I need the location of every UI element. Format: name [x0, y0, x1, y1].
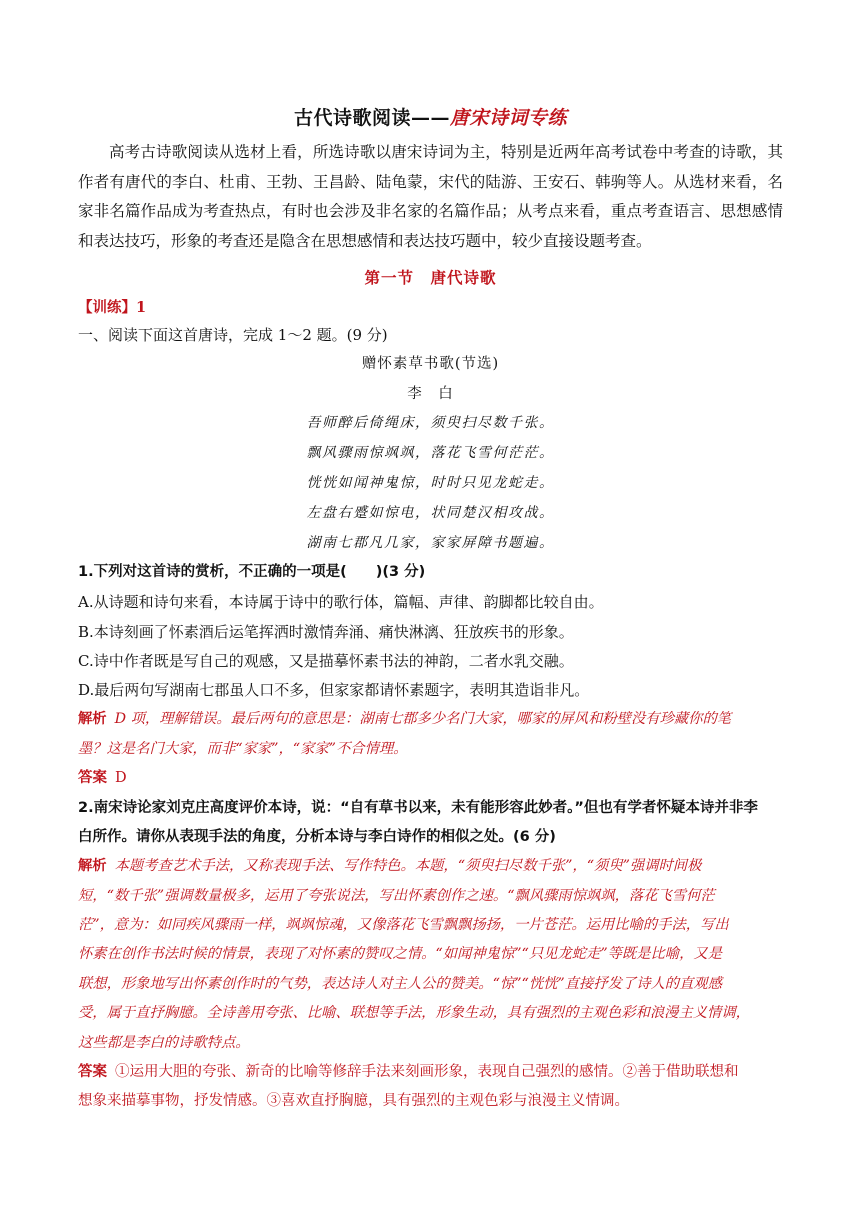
- section-heading: 第一节 唐代诗歌: [364, 268, 497, 287]
- q2-analysis-line: 茫”，意为：如同疾风骤雨一样，飒飒惊魂，又像落花飞雪飘飘扬扬，一片苍茫。运用比喻的手法，写出: [78, 917, 729, 933]
- answer-text: D: [115, 770, 127, 786]
- poem-line: 湖南七郡凡几家，家家屏障书题遍。: [306, 535, 555, 551]
- analysis-label: 解析: [78, 711, 107, 727]
- q2-analysis-line: 受，属于直抒胸臆。全诗善用夸张、比喻、联想等手法，形象生动，具有强烈的主观色彩和浪漫主义情调，: [78, 1005, 750, 1021]
- q2-answer-line: [78, 1058, 783, 1088]
- option-a: A.从诗题和诗句来看，本诗属于诗中的歌行体，篇幅、声律、韵脚都比较自由。: [78, 593, 604, 611]
- question-2-stem: 2.南宋诗论家刘克庄高度评价本诗，说：“自有草书以来，未有能形容此妙者。”但也有学者怀疑本诗并非李: [78, 800, 758, 816]
- answer-label: 答案: [78, 1064, 107, 1080]
- title-main: 古代诗歌阅读——: [293, 107, 450, 129]
- poem-line: 恍恍如闻神鬼惊，时时只见龙蛇走。: [306, 475, 555, 491]
- poem-title: 赠怀素草书歌(节选): [361, 356, 500, 372]
- intro-paragraph: 高考古诗歌阅读从选材上看，所选诗歌以唐宋诗词为主，特别是近两年高考试卷中考查的诗歌，其作者有唐代的李白、杜甫、王勃、王昌龄、陆龟蒙，宋代的陆游、王安石、韩驹等人。从选材来看，名家非名篇作品成为考查热点，有时也会涉及非名家的名篇作品；从考点来看，重点考查语言、思想感情和表达技巧，形象的考查还是隐含在思想感情和表达技巧题中，较少直接设题考查。: [78, 143, 783, 250]
- answer-label: 答案: [78, 770, 107, 786]
- option-b: B.本诗刻画了怀素酒后运笔挥洒时激情奔涌、痛快淋漓、狂放疾书的形象。: [78, 623, 574, 641]
- option-c: C.诗中作者既是写自己的观感，又是描摹怀素书法的神韵，二者水乳交融。: [78, 652, 574, 670]
- q2-analysis-line: 联想，形象地写出怀素创作时的气势，表达诗人对主人公的赞美。“惊”“恍恍”直接抒发了诗人的直观感: [78, 976, 722, 992]
- poem-line: 吾师醉后倚绳床，须臾扫尽数千张。: [306, 415, 555, 431]
- analysis-text: D 项，理解错误。最后两句的意思是：湖南七郡多少名门大家，哪家的屏风和粉壁没有珍藏你的笔: [114, 711, 732, 727]
- q1-answer: [78, 764, 783, 794]
- page-title: [78, 103, 783, 130]
- instruction: 一、阅读下面这首唐诗，完成 1～2 题。(9 分): [78, 326, 388, 344]
- poem-author: 李 白: [407, 386, 454, 402]
- q1-analysis-line: [78, 705, 783, 735]
- poem-line: 飘风骤雨惊飒飒，落花飞雪何茫茫。: [306, 445, 555, 461]
- q1-analysis-line: 墨？这是名门大家，而非“家家”，“家家”不合情理。: [78, 741, 408, 757]
- q2-analysis-line: 这些都是李白的诗歌特点。: [78, 1035, 250, 1051]
- poem-line: 左盘右蹙如惊电，状同楚汉相攻战。: [306, 505, 555, 521]
- q2-analysis-line: 短，“数千张”强调数量极多，运用了夸张说法，写出怀素创作之速。“飘风骤雨惊飒飒，落花飞雪何茫: [78, 888, 715, 904]
- option-d: D.最后两句写湖南七郡虽人口不多，但家家都请怀素题字，表明其造诣非凡。: [78, 681, 590, 699]
- q2-analysis-line: 怀素在创作书法时候的情景，表现了对怀素的赞叹之情。“如闻神鬼惊”“只见龙蛇走”等既是比喻，又是: [78, 946, 722, 962]
- question-2-stem: 白所作。请你从表现手法的角度，分析本诗与李白诗作的相似之处。(6 分): [78, 829, 556, 845]
- q2-answer-line: 想象来描摹事物，抒发情感。③喜欢直抒胸臆，具有强烈的主观色彩与浪漫主义情调。: [78, 1093, 629, 1109]
- analysis-label: 解析: [78, 858, 107, 874]
- answer-text: ①运用大胆的夸张、新奇的比喻等修辞手法来刻画形象，表现自己强烈的感情。②善于借助联想和: [115, 1064, 739, 1080]
- analysis-text: 本题考查艺术手法，又称表现手法、写作特色。本题，“须臾扫尽数千张”，“须臾”强调时间极: [114, 858, 702, 874]
- title-sub: 唐宋诗词专练: [450, 107, 568, 129]
- q2-analysis-line: [78, 852, 783, 882]
- question-1-stem: 1.下列对这首诗的赏析，不正确的一项是( )(3 分): [78, 564, 426, 580]
- training-label: 【训练】1: [78, 299, 147, 316]
